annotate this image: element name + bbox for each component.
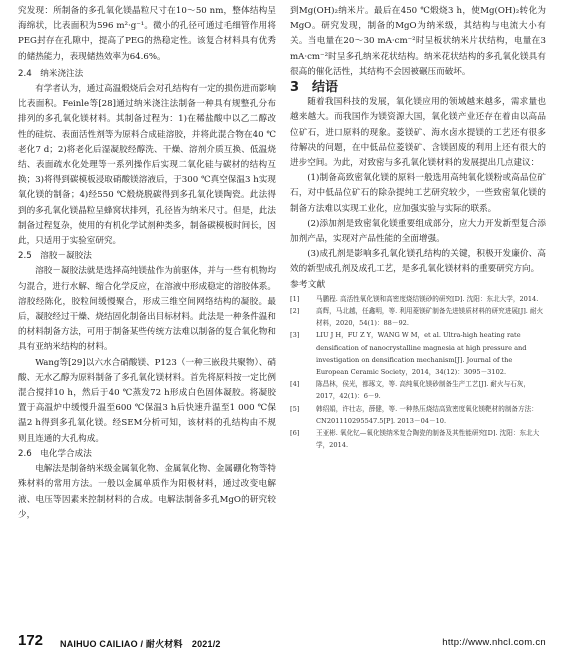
page-number: 172 <box>18 632 44 649</box>
paragraph: 有学者认为，通过高温煅烧后会对孔结构有一定的损伤进而影响比表面积。Feinle等[28]通过纳米浇注法制备一种具有规整孔分布排列的多孔氧化镁材料。其制备过程为：1)在稀盐酸中以乙二醇改性的硅烷、表面活性剂等为原料合成硅溶胶，并将此混合物在40 ℃老化7 d；2)将老化后湿凝胶经醇洗、干燥、溶剂介质互换、低温烧结、表面疏水化处理等一系列操作后实现二氧化硅与碳材的结构互换；3)将得到碳模板浸取硝酸镁溶液后，于300 ℃真空保温3 h实现氧化镁的制备；4)经550 ℃煅烧脱碳得到多孔氧化镁陶瓷。此法得到的多孔氧化镁晶粒呈蜂窝状排列，孔径皆为纳米尺寸。但是，此法制备过程复杂，使用的有机化学试剂种类多，制备碳模板时间长，因此，只适用于实验室研究。 <box>18 84 276 247</box>
reference-number: [4] <box>290 380 300 389</box>
reference-item <box>290 293 546 305</box>
paragraph: 到Mg(OH)₂纳米片。最后在450 ℃煅烧3 h，使Mg(OH)₂转化为MgO。研究发现，制备的MgO为纳米级，其结构与电流大小有关。当电量在20～30 mA·cm⁻²时呈板状纳米片状结构，电量在3 mA·cm⁻²时呈多孔纳米花状结构。纳米花状结构的多孔氧化镁具有很高的催化活性，其结构不会因被碾压而破坏。 <box>290 6 546 77</box>
reference-text: 高辉，马北越，任鑫明，等. 利用菱镁矿制备先进镁质材料的研究进展[J]. 耐火材料，2020，54(1)：88－92. <box>316 307 544 328</box>
reference-item <box>290 305 546 329</box>
reference-item <box>290 427 546 451</box>
reference-number: [2] <box>290 307 300 316</box>
page-footer <box>18 634 546 652</box>
reference-text: 王亚彬. 氧化钇—氧化镁纳米复合陶瓷的制备及其性能研究[D]. 沈阳：东北大学，2014. <box>316 429 540 450</box>
paragraph: 随着我国科技的发展，氧化镁应用的领域越来越多，需求量也越来越大。而我国作为镁资源大国，氧化镁产业还存在着由以高品位矿石，进口原料的现象。菱镁矿、海水卤水提镁的工艺还有很多待解决的问题，在中低品位菱镁矿、含镁固废的利用上还有很大的进步空间。为此，对致密与多孔氧化镁材料的发展提出几点建议： <box>290 97 546 169</box>
reference-item <box>290 378 546 402</box>
paragraph: Wang等[29]以六水合硝酸镁、P123（一种三嵌段共聚物）、硝酸、无水乙醇为原料制备了多孔氧化镁材料。首先将原料按一定比例混合搅拌10 h，然后于40 ℃蒸发72 h形成白色固体凝胶。将凝胶置于高温炉中缓慢升温至600 ℃保温3 h后快速升温至1 000 ℃保温2 h得到多孔氧化镁。经SEM分析可知，该材料的孔结构由不规则且连通的大孔构成。 <box>18 357 276 444</box>
reference-list <box>290 293 546 452</box>
paragraph: 究发现：所制备的多孔氧化镁晶粒尺寸在10～50 nm，整体结构呈海绵状，比表面积为596 m²·g⁻¹。微小的孔径可通过毛细管作用将PEG封存在孔隙中，提高了PEG的热稳定性。该复合材料具有优秀的储热能力，表现储热效率为64.6%。 <box>18 6 276 62</box>
paragraph: 溶胶－凝胶法就是选择高纯镁盐作为前驱体，并与一些有机物均匀混合，进行水解、缩合化学反应，在溶液中形成稳定的溶胶体系。溶胶经陈化，胶粒间缓慢聚合，形成三维空间网络结构的凝胶。最后，凝胶经过干燥、烧结固化制备出目标材料。此法是一种条件温和的材料制备方法，可用于制备某些传统方法难以制备的复合氧化物和具有亚纳米结构的材料。 <box>18 266 276 353</box>
references-title: 参考文献 <box>290 279 326 290</box>
reference-text: 陈昌林，侯光，都琢文，等. 高纯氧化镁砂制备生产工艺[J]. 耐火与石灰，2017，42(1)：6－9. <box>316 380 530 401</box>
reference-text: LIU J H，FU Z Y，WANG W M，et al. Ultra-high heating rate densification of nanocrystalline magnesia at high pressure and investigation on densification mechanism[J]. Journal of the European Ceramic Society，2014，34(12)：3095－3102. <box>316 331 527 377</box>
section-heading-2-6: 2.6 电化学合成法 <box>18 448 92 459</box>
reference-text: 韩绍娟，许壮志，薛健，等. 一种热压烧结高致密度氧化镁靶材的制备方法：CN201110295547.5[P]. 2013－04－10. <box>316 404 538 425</box>
reference-item <box>290 403 546 427</box>
reference-number: [6] <box>290 429 300 438</box>
paragraph: (2)添加剂是致密氧化镁重要组成部分，应大力开发新型复合添加剂产品，实现对产品性能的全面增强。 <box>290 218 546 245</box>
paragraph: (3)成孔剂是影响多孔氧化镁孔结构的关键，积极开发廉价、高效的新型成孔剂及成孔工艺，是多孔氧化镁材料的重要研究方向。 <box>290 249 546 275</box>
reference-number: [3] <box>290 331 300 340</box>
left-column <box>18 4 276 523</box>
paragraph: 电解法是制备纳米级金属氧化物、金属氧化物、金属硼化物等特殊材料的常用方法。一般以金属单质作为阳极材料，通过改变电解液、电压等因素来控制材料的合成。电解法制备多孔MgO的研究较少， <box>18 464 276 520</box>
right-column <box>290 4 546 452</box>
section-heading-2-4: 2.4 纳米浇注法 <box>18 68 84 79</box>
reference-text: 马鹏程. 高活性氧化镁和高密度烧结镁砂的研究[D]. 沈阳：东北大学，2014. <box>316 294 539 303</box>
journal-name: NAIHUO CAILIAO / 耐火材料 2021/2 <box>60 639 221 649</box>
reference-number: [5] <box>290 404 300 413</box>
journal-url: http://www.nhcl.com.cn <box>442 637 546 648</box>
section-heading-2-5: 2.5 溶胶－凝胶法 <box>18 251 92 262</box>
section-heading-3: 3 结语 <box>290 80 339 96</box>
reference-item <box>290 329 546 378</box>
paragraph: (1)制备高致密氧化镁的原料一般选用高纯氧化镁粉或高品位矿石，对中低品位矿石的除杂提纯工艺研究较少，一些致密氧化镁的制备方法难以实现工业化，应加强实验与实际的联系。 <box>290 173 546 214</box>
reference-number: [1] <box>290 294 300 303</box>
